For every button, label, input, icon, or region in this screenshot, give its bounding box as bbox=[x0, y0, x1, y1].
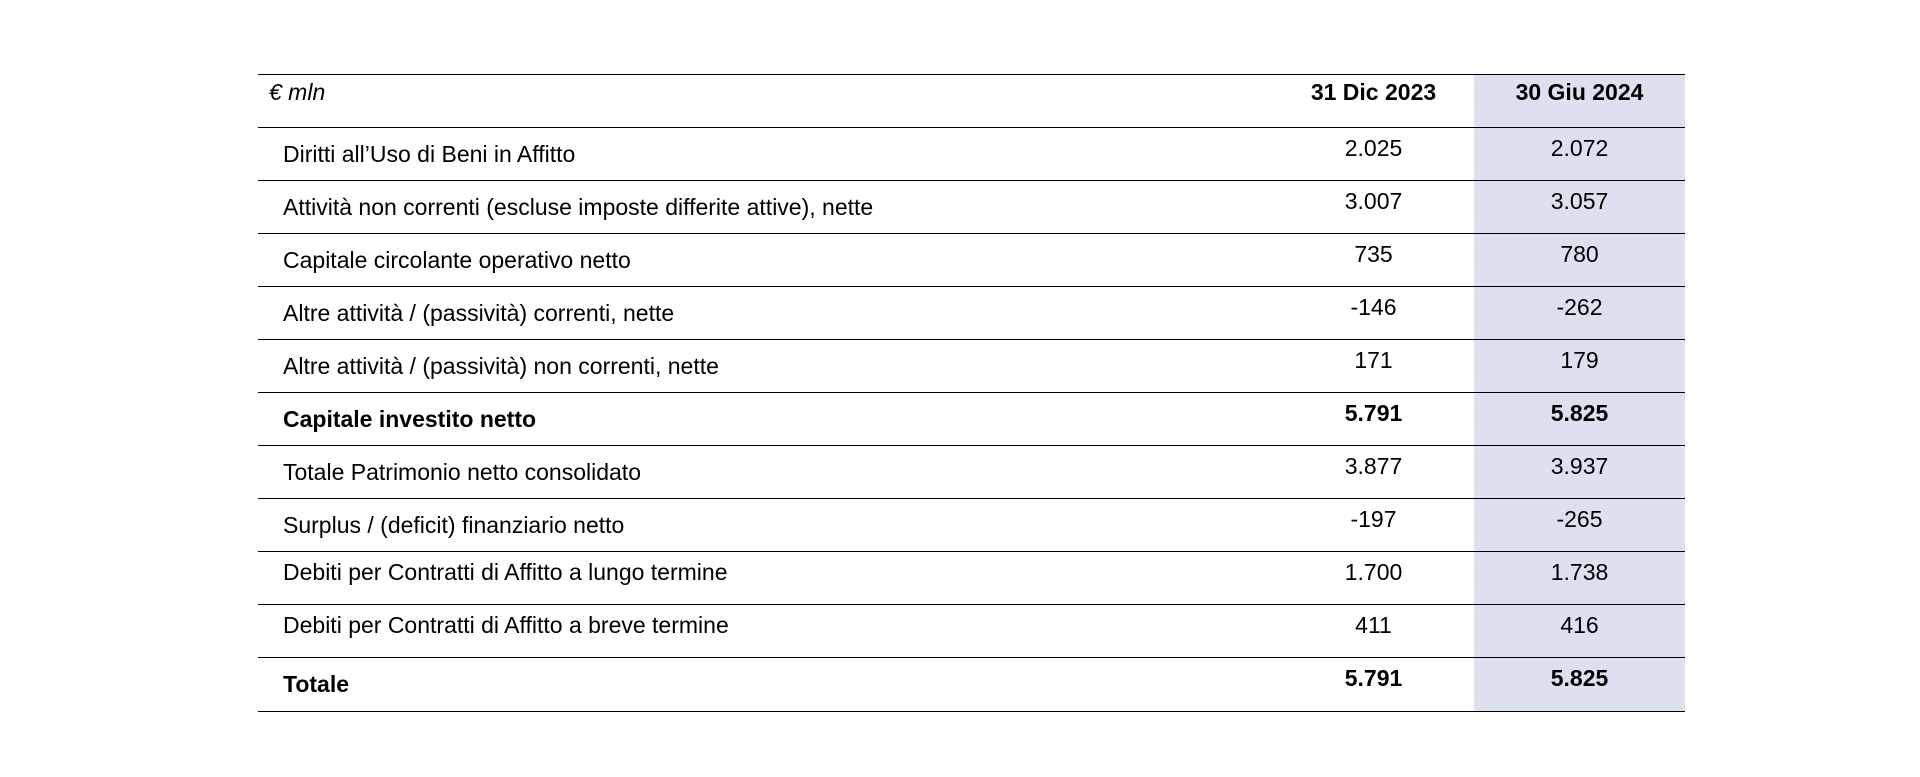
row-label: Debiti per Contratti di Affitto a lungo termine bbox=[258, 552, 1273, 605]
value-jun-2024: -262 bbox=[1474, 287, 1685, 340]
row-label: Altre attività / (passività) correnti, nette bbox=[258, 287, 1273, 340]
row-label: Attività non correnti (escluse imposte differite attive), nette bbox=[258, 181, 1273, 234]
table-row bbox=[258, 234, 1685, 287]
table-header-row bbox=[258, 75, 1685, 128]
value-jun-2024: 780 bbox=[1474, 234, 1685, 287]
value-dec-2023: 2.025 bbox=[1273, 128, 1474, 181]
row-label: Totale bbox=[258, 658, 1273, 712]
column-header-dec-2023: 31 Dic 2023 bbox=[1273, 75, 1474, 128]
value-jun-2024: 3.937 bbox=[1474, 446, 1685, 499]
value-dec-2023: 5.791 bbox=[1273, 658, 1474, 712]
value-dec-2023: 171 bbox=[1273, 340, 1474, 393]
value-jun-2024: 1.738 bbox=[1474, 552, 1685, 605]
row-label: Capitale circolante operativo netto bbox=[258, 234, 1273, 287]
table-row bbox=[258, 552, 1685, 605]
value-dec-2023: -146 bbox=[1273, 287, 1474, 340]
total-row bbox=[258, 658, 1685, 712]
row-label: Diritti all’Uso di Beni in Affitto bbox=[258, 128, 1273, 181]
row-label: Totale Patrimonio netto consolidato bbox=[258, 446, 1273, 499]
row-label: Debiti per Contratti di Affitto a breve termine bbox=[258, 605, 1273, 658]
value-dec-2023: 3.007 bbox=[1273, 181, 1474, 234]
unit-label: € mln bbox=[258, 75, 1273, 128]
table-row bbox=[258, 605, 1685, 658]
value-jun-2024: 416 bbox=[1474, 605, 1685, 658]
table-row bbox=[258, 340, 1685, 393]
row-label: Capitale investito netto bbox=[258, 393, 1273, 446]
table-row bbox=[258, 446, 1685, 499]
value-jun-2024: 2.072 bbox=[1474, 128, 1685, 181]
value-jun-2024: 179 bbox=[1474, 340, 1685, 393]
balance-sheet-table bbox=[258, 74, 1685, 712]
value-dec-2023: 735 bbox=[1273, 234, 1474, 287]
table-row bbox=[258, 128, 1685, 181]
subtotal-row bbox=[258, 393, 1685, 446]
table-row bbox=[258, 287, 1685, 340]
table-row bbox=[258, 499, 1685, 552]
row-label: Surplus / (deficit) finanziario netto bbox=[258, 499, 1273, 552]
value-dec-2023: 5.791 bbox=[1273, 393, 1474, 446]
value-dec-2023: 1.700 bbox=[1273, 552, 1474, 605]
value-dec-2023: 3.877 bbox=[1273, 446, 1474, 499]
value-dec-2023: -197 bbox=[1273, 499, 1474, 552]
table-row bbox=[258, 181, 1685, 234]
value-jun-2024: -265 bbox=[1474, 499, 1685, 552]
value-dec-2023: 411 bbox=[1273, 605, 1474, 658]
value-jun-2024: 5.825 bbox=[1474, 658, 1685, 712]
value-jun-2024: 3.057 bbox=[1474, 181, 1685, 234]
column-header-jun-2024: 30 Giu 2024 bbox=[1474, 75, 1685, 128]
row-label: Altre attività / (passività) non correnti, nette bbox=[258, 340, 1273, 393]
value-jun-2024: 5.825 bbox=[1474, 393, 1685, 446]
